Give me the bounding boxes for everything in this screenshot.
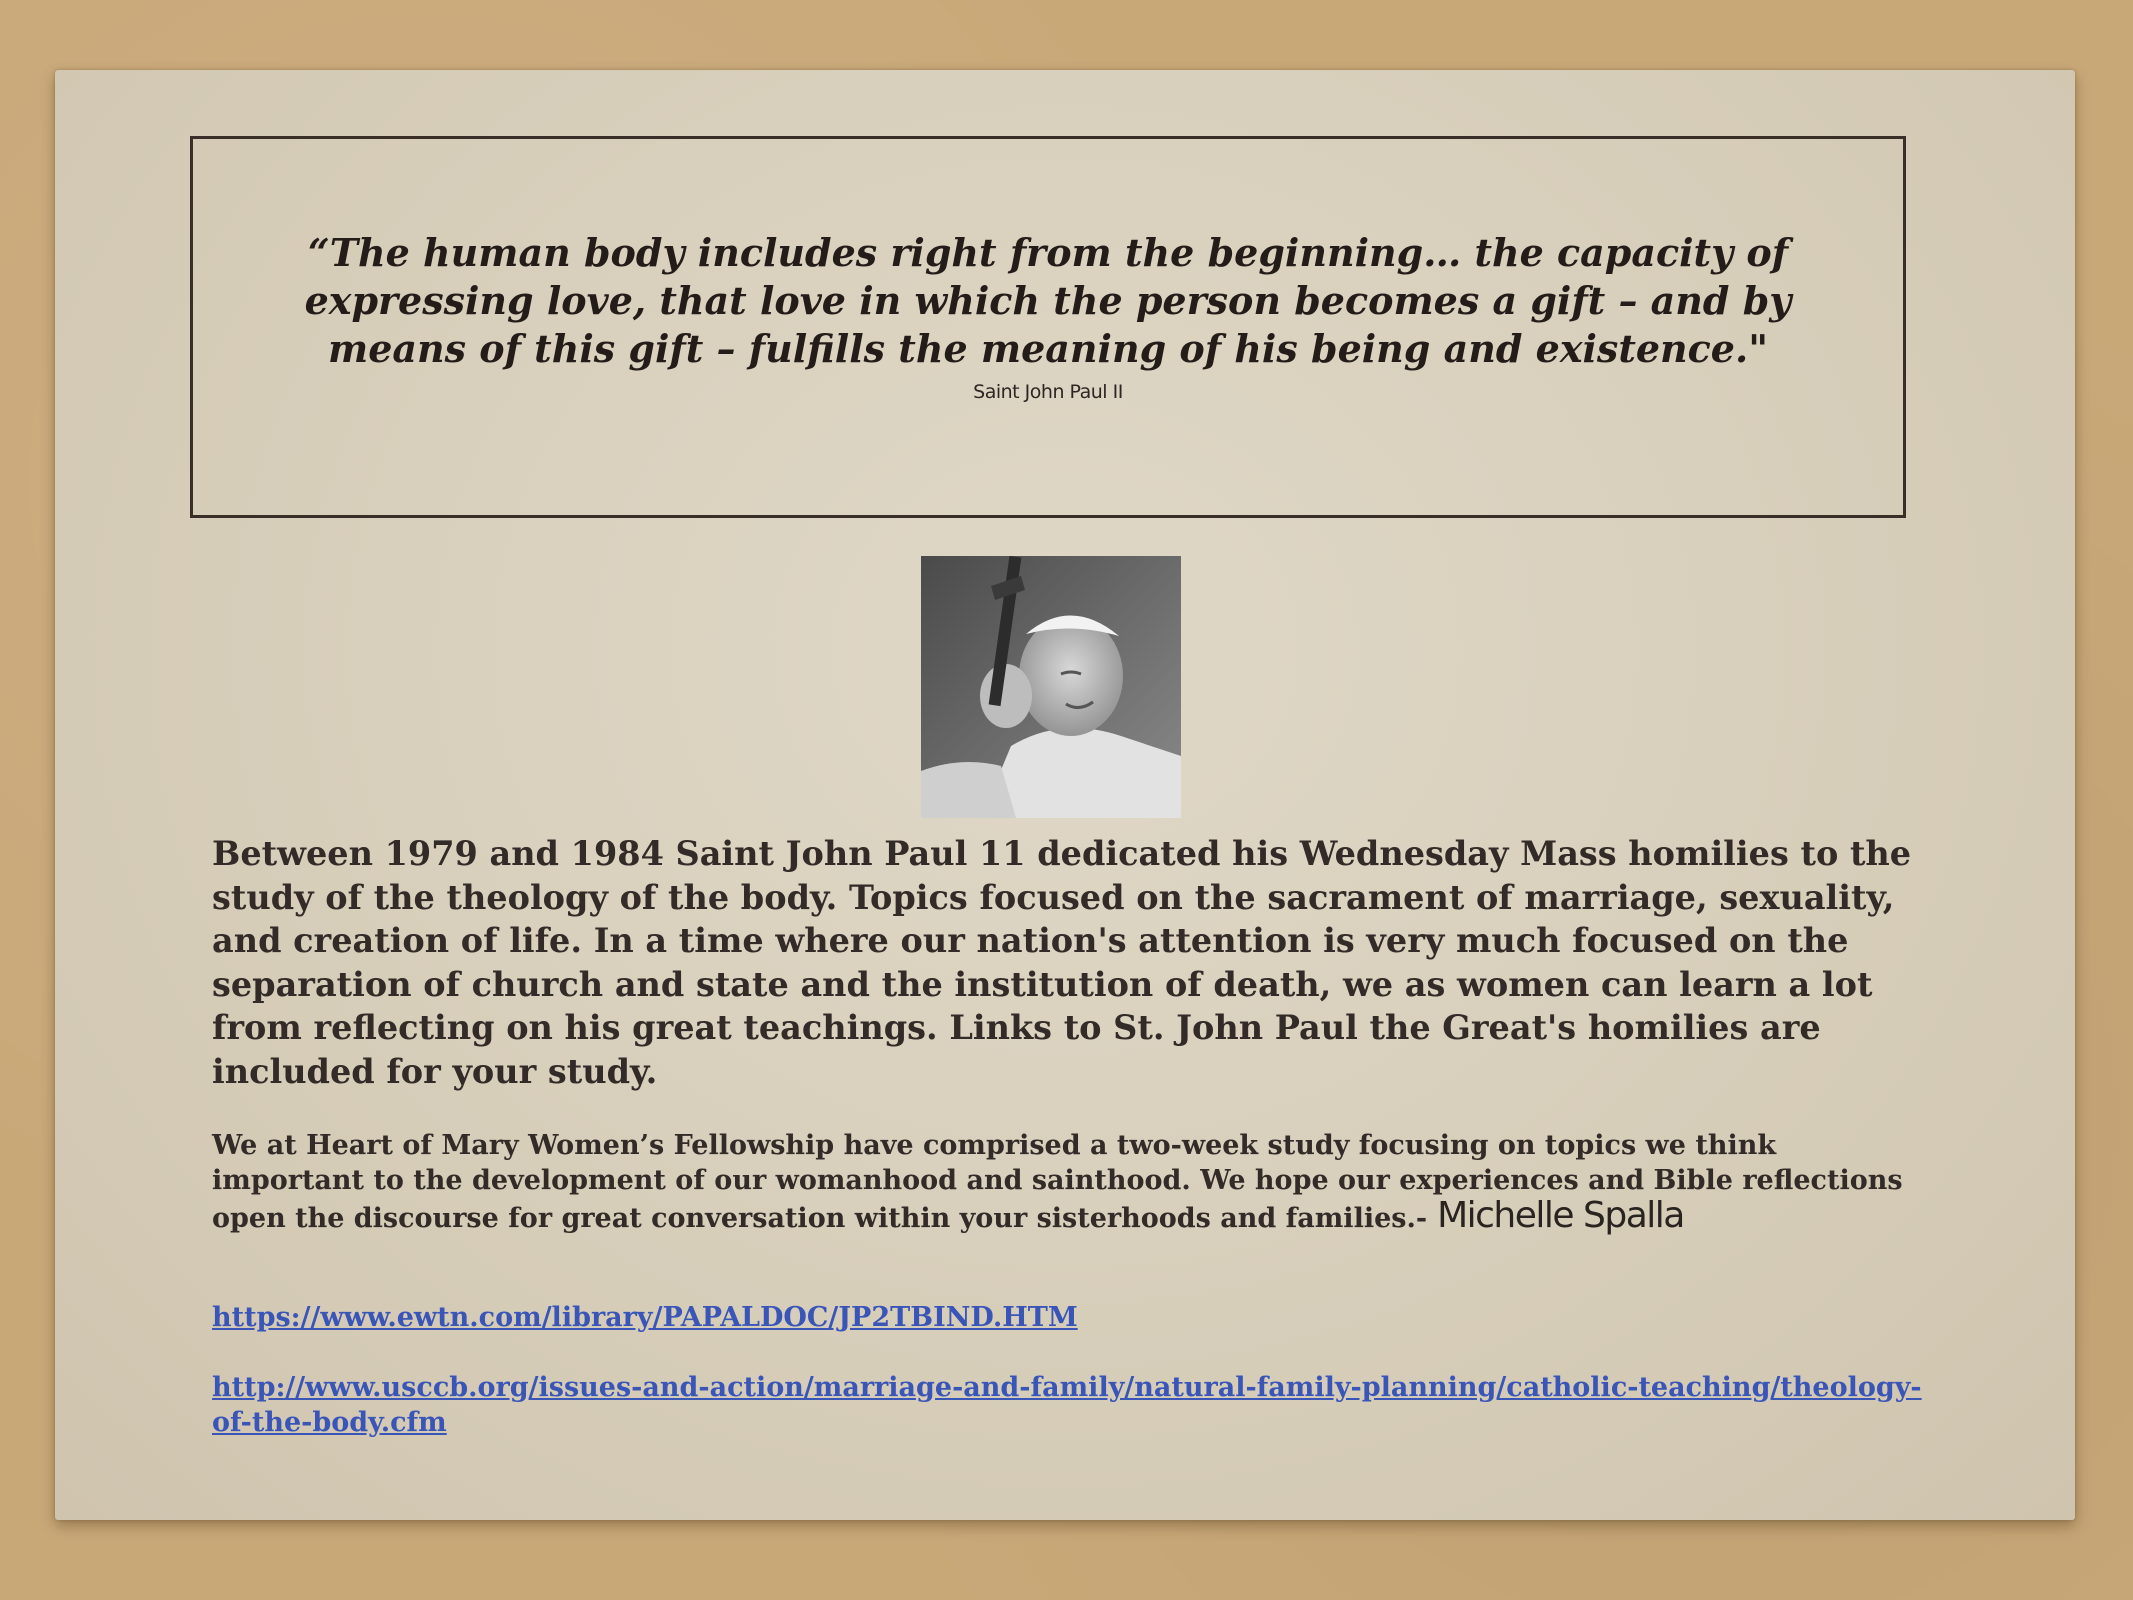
main-paragraph: Between 1979 and 1984 Saint John Paul 11 dedicated his Wednesday Mass homilies to the study of the theology of the body. Topics focused on the sacrament of marriage, sexuality, and creation of life. In a time where our nation's attention is very much focused on the separation of church and state and the institution of death, we as women can learn a lot from reflecting on his great teachings. Links to St. John Paul the Great's homilies are included for your study. bbox=[212, 834, 1912, 1091]
ewtn-link[interactable]: https://www.ewtn.com/library/PAPALDOC/JP2TBIND.HTM bbox=[212, 1302, 1078, 1333]
usccb-link[interactable]: http://www.usccb.org/issues-and-action/marriage-and-family/natural-family-planning/catholic-teaching/theology-of-the-body.cfm bbox=[212, 1372, 1922, 1438]
pope-portrait-photo bbox=[921, 556, 1181, 818]
signature: Michelle Spalla bbox=[1437, 1195, 1684, 1236]
secondary-paragraph bbox=[212, 1128, 1922, 1236]
secondary-paragraph-text: We at Heart of Mary Women’s Fellowship have comprised a two-week study focusing on topics we think important to the development of our womanhood and sainthood. We hope our experiences and Bible reflections open the discourse for great conversation within your sisterhoods and families.- bbox=[212, 1130, 1903, 1234]
portrait-photo-icon bbox=[921, 556, 1181, 818]
quote-box bbox=[190, 136, 1906, 518]
quote-author: Saint John Paul II bbox=[973, 381, 1123, 403]
quote-text: “The human body includes right from the beginning… the capacity of expressing love, that love in which the person becomes a gift – and by means of this gift – fulfills the meaning of his being and existence." bbox=[304, 230, 1792, 371]
